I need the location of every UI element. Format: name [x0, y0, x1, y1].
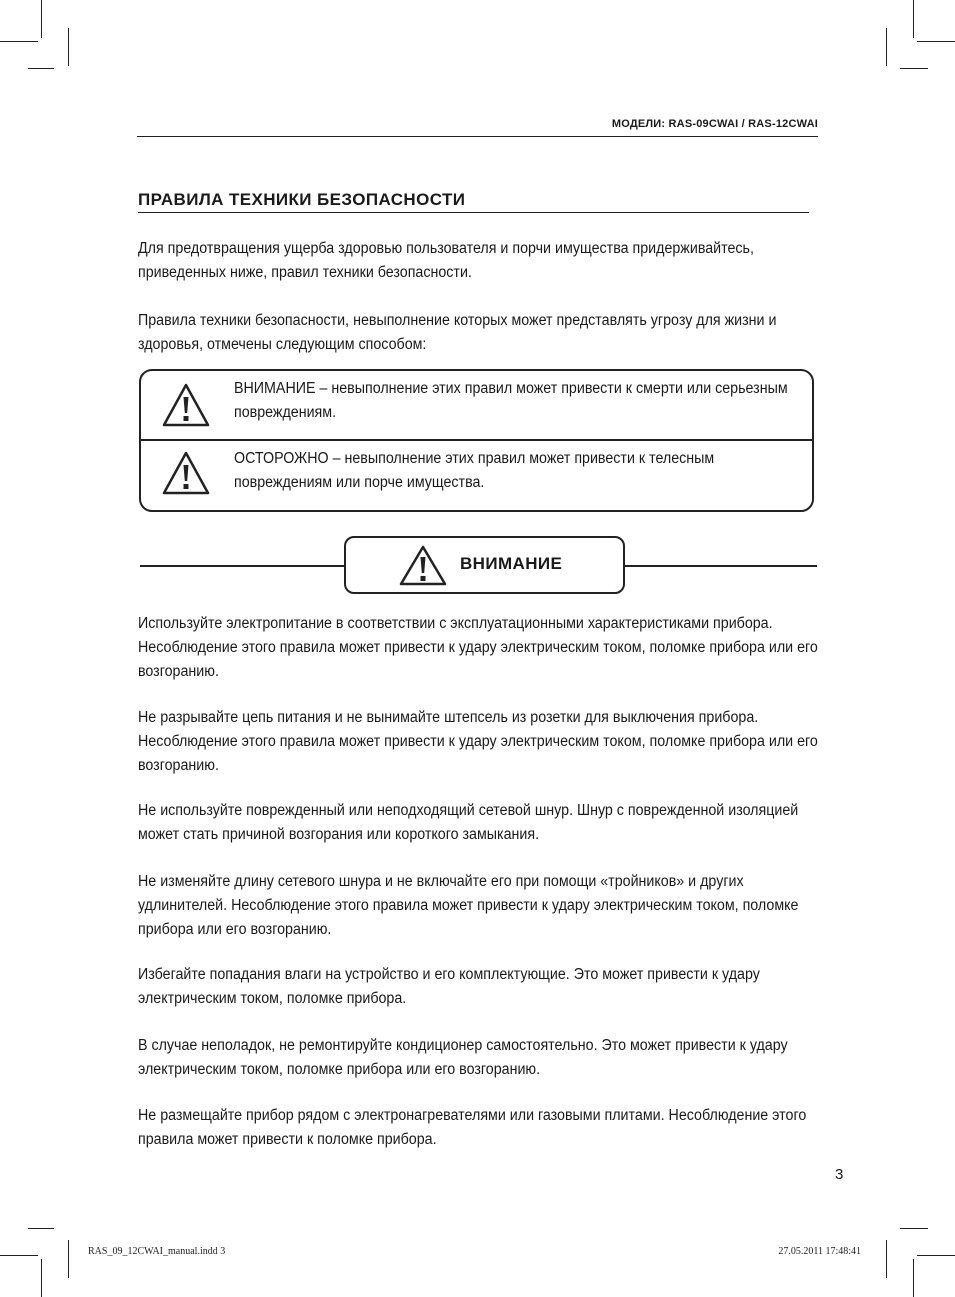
warning-legend-box: [139, 369, 814, 512]
crop-mark: [886, 1240, 887, 1278]
page-number: 3: [835, 1166, 844, 1183]
crop-mark: [41, 0, 42, 38]
safety-rule: Не изменяйте длину сетевого шнура и не включайте его при помощи «тройников» и других удлинителей. Несоблюдение этого правила может привести к удару электрическим током, поломке прибора или его возгоранию.: [138, 873, 799, 938]
crop-mark: [917, 1255, 955, 1256]
intro-paragraph: Для предотвращения ущерба здоровью пользователя и порчи имущества придерживайтесь, приведенных ниже, правил техники безопасности.: [138, 240, 754, 281]
legend-warning-text: ВНИМАНИЕ – невыполнение этих правил может привести к смерти или серьезным повреждениям.: [234, 380, 788, 421]
section-title: ПРАВИЛА ТЕХНИКИ БЕЗОПАСНОСТИ: [138, 190, 466, 209]
warning-triangle-icon: [398, 545, 448, 587]
title-underline: [138, 212, 809, 213]
legend-caution-text: ОСТОРОЖНО – невыполнение этих правил может привести к телесным повреждениям или порче имущества.: [234, 450, 715, 491]
print-slug-date: 27.05.2011 17:48:41: [778, 1246, 861, 1257]
crop-mark: [68, 28, 69, 66]
warning-triangle-icon: [161, 450, 211, 496]
crop-mark: [41, 1259, 42, 1297]
crop-mark: [0, 41, 38, 42]
safety-rule: Не размещайте прибор рядом с электронагревателями или газовыми плитами. Несоблюдение этого правила может привести к поломке прибора.: [138, 1107, 807, 1148]
safety-rule: Избегайте попадания влаги на устройство и его комплектующие. Это может привести к удару электрическим током, поломке прибора.: [138, 966, 760, 1007]
crop-mark: [913, 0, 914, 38]
crop-mark: [68, 1240, 69, 1278]
crop-mark: [28, 1228, 54, 1229]
banner-line-right: [624, 565, 817, 567]
safety-rule: В случае неполадок, не ремонтируйте кондиционер самостоятельно. Это может привести к удару электрическим током, поломке прибора или его возгоранию.: [138, 1037, 788, 1078]
safety-rule: Не разрывайте цепь питания и не вынимайте штепсель из розетки для выключения прибора. Несоблюдение этого правила может привести к удару электрическим током, поломке прибора или его возгоранию.: [138, 709, 818, 774]
print-slug-file: RAS_09_12CWAI_manual.indd 3: [88, 1246, 226, 1257]
legend-divider: [141, 439, 812, 441]
crop-mark: [900, 68, 928, 69]
header-divider: [137, 136, 818, 137]
crop-mark: [917, 41, 955, 42]
warning-triangle-icon: [161, 382, 211, 428]
safety-rule: Не используйте поврежденный или неподходящий сетевой шнур. Шнур с поврежденной изоляцией может стать причиной возгорания или короткого замыкания.: [138, 802, 799, 843]
safety-rule: Используйте электропитание в соответствии с эксплуатационными характеристиками прибора. Несоблюдение этого правила может привести к удару электрическим током, поломке прибора или его возгоранию.: [138, 615, 818, 680]
intro-paragraph: Правила техники безопасности, невыполнение которых может представлять угрозу для жизни и здоровья, отмечены следующим способом:: [138, 312, 777, 353]
banner-line-left: [140, 565, 345, 567]
banner-label: ВНИМАНИЕ: [460, 554, 563, 573]
crop-mark: [913, 1259, 914, 1297]
model-header: МОДЕЛИ: RAS-09CWAI / RAS-12CWAI: [611, 118, 818, 130]
warning-banner: [344, 536, 625, 594]
crop-mark: [886, 28, 887, 66]
crop-mark: [0, 1255, 38, 1256]
crop-mark: [28, 68, 54, 69]
crop-mark: [900, 1228, 928, 1229]
